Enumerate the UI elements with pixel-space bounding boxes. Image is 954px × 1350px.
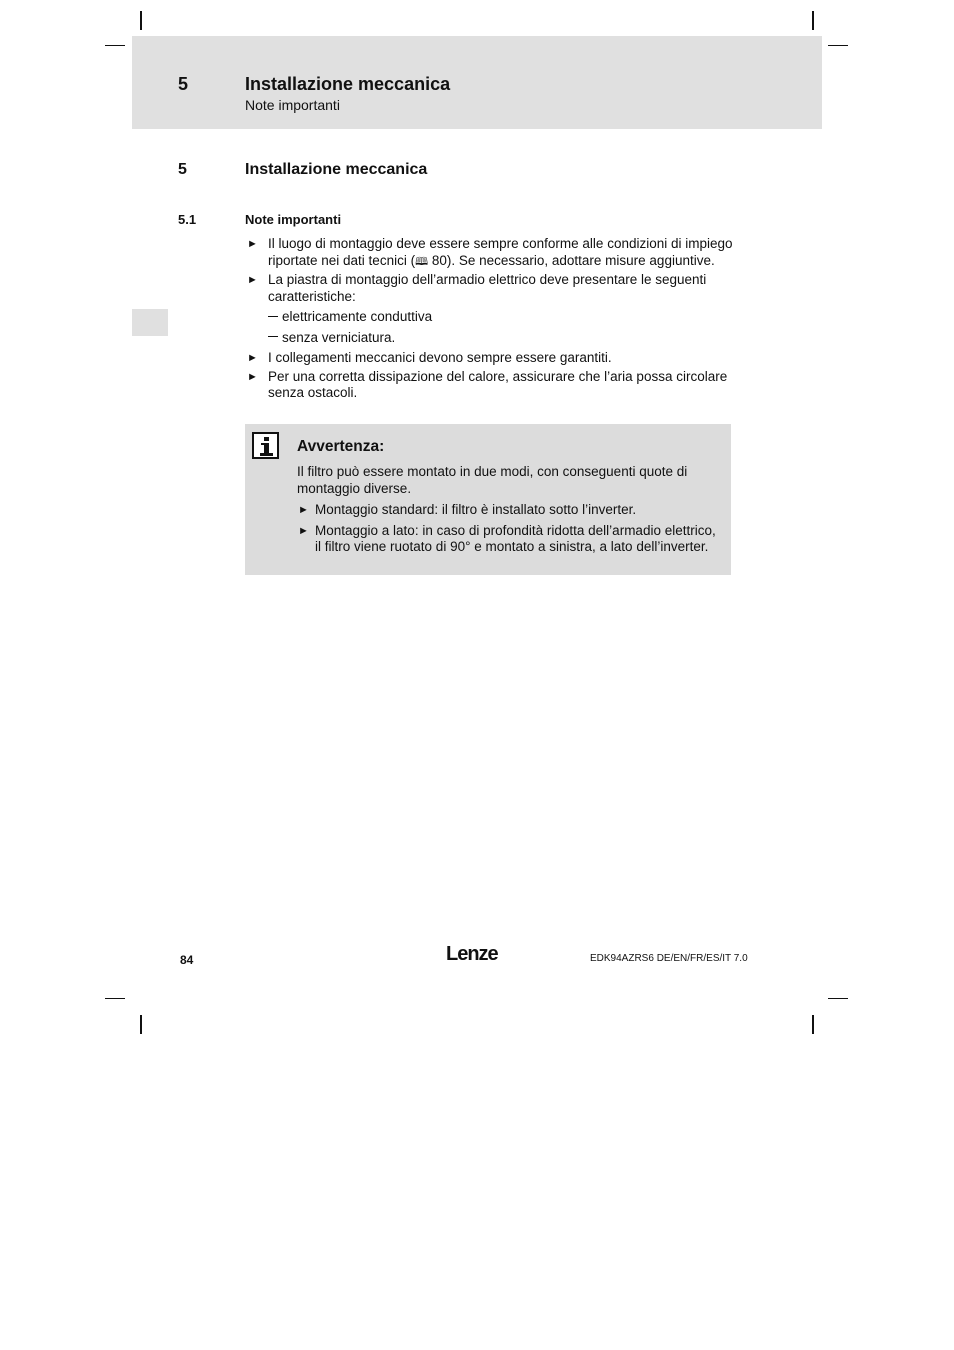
book-icon: 🕮 xyxy=(415,254,429,268)
list-item xyxy=(245,350,735,367)
triangle-right-icon: ► xyxy=(247,274,258,286)
note-list xyxy=(297,502,722,560)
triangle-right-icon: ► xyxy=(247,352,258,364)
crop-mark xyxy=(812,11,814,30)
subsection-title: Note importanti xyxy=(245,212,342,227)
crop-mark xyxy=(828,45,848,46)
section-number: 5 xyxy=(178,161,187,178)
list-item: ► Montaggio a lato: in caso di profondità ridotta dell’armadio elettrico, il filtro viene ruotato di 90° e montato a sinistra, a lato dell’inverter. xyxy=(298,522,716,554)
crop-mark xyxy=(140,11,142,30)
header-subtitle: Note importanti xyxy=(245,97,340,113)
triangle-right-icon: ► xyxy=(247,238,258,250)
triangle-right-icon: ► xyxy=(298,524,309,537)
subsection-number: 5.1 xyxy=(178,212,197,227)
bullet-text: I collegamenti meccanici devono sempre essere garantiti. xyxy=(268,350,612,365)
crop-mark xyxy=(828,998,848,999)
triangle-right-icon: ► xyxy=(298,504,309,516)
side-thumb-tab xyxy=(132,309,168,336)
crop-mark xyxy=(812,1015,814,1034)
list-item xyxy=(245,272,735,346)
crop-mark xyxy=(140,1015,142,1034)
list-item xyxy=(245,236,735,270)
bullet-text: Per una corretta dissipazione del calore, assicurare che l’aria possa circolare senza ostacoli. xyxy=(268,368,728,400)
crop-mark xyxy=(105,45,125,46)
bullet-text: La piastra di montaggio dell’armadio elettrico deve presentare le seguenti caratteristiche: xyxy=(268,272,707,304)
list-item: ► Montaggio standard: il filtro è installato sotto l’inverter. xyxy=(298,502,637,517)
lenze-logo: Lenze xyxy=(446,943,498,965)
list-item xyxy=(245,369,735,402)
crop-mark xyxy=(105,998,125,999)
document-code: EDK94AZRS6 DE/EN/FR/ES/IT 7.0 xyxy=(590,953,748,964)
note-box xyxy=(245,424,731,575)
sub-list-item: senza verniciatura. xyxy=(268,330,735,347)
bullet-text: Il luogo di montaggio deve essere sempre conforme alle condizioni di impiego riportate nei dati tecnici (🕮 80). Se necessario, adottare misure aggiuntive. xyxy=(268,236,733,268)
section-title: Installazione meccanica xyxy=(245,161,428,178)
bullet-list xyxy=(245,236,735,404)
header-band xyxy=(132,36,822,129)
note-intro: Il filtro può essere montato in due modi, con conseguenti quote di montaggio diverse. xyxy=(297,464,688,496)
dash-icon xyxy=(268,336,278,337)
page-number: 84 xyxy=(180,953,194,967)
header-chapter-number: 5 xyxy=(178,74,189,94)
sub-list-item: elettricamente conduttiva xyxy=(268,309,735,326)
note-title: Avvertenza: xyxy=(297,438,385,455)
header-chapter-title: Installazione meccanica xyxy=(245,74,451,94)
triangle-right-icon: ► xyxy=(247,370,258,383)
dash-icon xyxy=(268,316,278,317)
info-icon xyxy=(252,432,279,459)
